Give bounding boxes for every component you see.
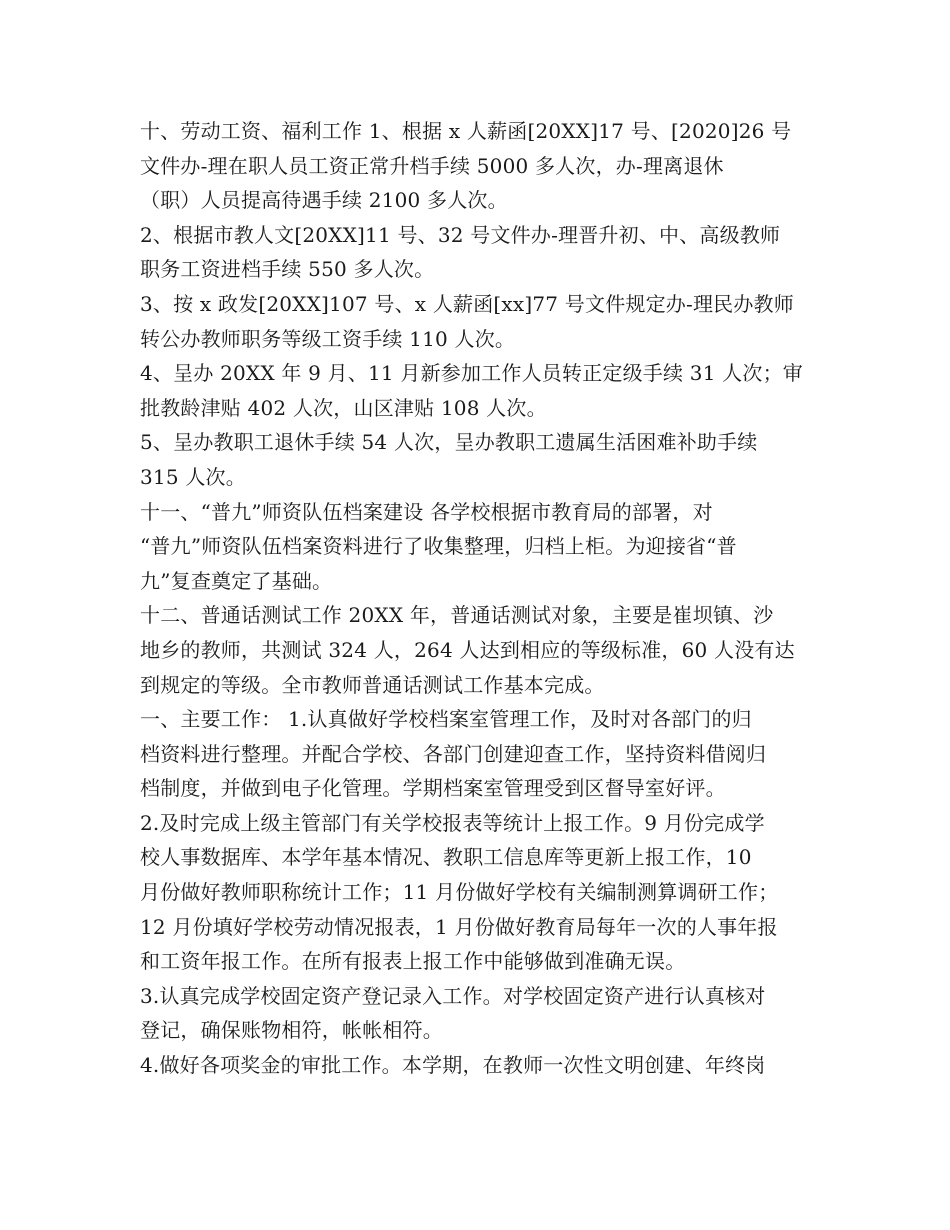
text-line: 十、劳动工资、福利工作 1、根据 x 人薪函[20XX]17 号、[2020]26 号 <box>140 119 792 143</box>
text-line: 3、按 x 政发[20XX]107 号、x 人薪函[xx]77 号文件规定办-理民办教师 <box>140 291 794 316</box>
text-line: 十一、“普九”师资队伍档案建设 各学校根据市教育局的部署，对 <box>140 499 713 524</box>
text-line: 地乡的教师，共测试 324 人，264 人达到相应的等级标准，60 人没有达 <box>140 637 795 662</box>
text-line: 十二、普通话测试工作 20XX 年，普通话测试对象，主要是崔坝镇、沙 <box>140 603 774 628</box>
text-line: 档资料进行整理。并配合学校、各部门创建迎查工作，坚持资料借阅归 <box>140 741 767 766</box>
text-line: 档制度，并做到电子化管理。学期档案室管理受到区督导室好评。 <box>140 776 726 801</box>
text-line: 4、呈办 20XX 年 9 月、11 月新参加工作人员转正定级手续 31 人次；审 <box>140 361 803 386</box>
text-line: 批教龄津贴 402 人次，山区津贴 108 人次。 <box>140 395 547 420</box>
text-line: 九”复查奠定了基础。 <box>140 568 333 593</box>
text-line: 5、呈办教职工退休手续 54 人次，呈办教职工遗属生活困难补助手续 <box>140 430 758 455</box>
text-line: 4.做好各项奖金的审批工作。本学期，在教师一次性文明创建、年终岗 <box>140 1053 766 1078</box>
text-line: （职）人员提高待遇手续 2100 多人次。 <box>140 188 508 213</box>
text-line: 2、根据市教人文[20XX]11 号、32 号文件办-理晋升初、中、高级教师 <box>140 222 781 247</box>
text-line: 月份做好教师职称统计工作；11 月份做好学校有关编制测算调研工作； <box>140 880 779 905</box>
text-line: 校人事数据库、本学年基本情况、教职工信息库等更新上报工作，10 <box>140 845 752 870</box>
text-line: 和工资年报工作。在所有报表上报工作中能够做到准确无误。 <box>140 949 686 974</box>
text-line: 12 月份填好学校劳动情况报表，1 月份做好教育局每年一次的人事年报 <box>140 914 778 939</box>
text-line: 转公办教师职务等级工资手续 110 人次。 <box>140 326 516 351</box>
text-line: 文件办-理在职人员工资正常升档手续 5000 多人次，办-理离退休 <box>140 153 724 178</box>
text-line: 2.及时完成上级主管部门有关学校报表等统计上报工作。9 月份完成学 <box>140 810 765 835</box>
text-line: 一、主要工作： 1.认真做好学校档案室管理工作，及时对各部门的归 <box>140 707 752 732</box>
text-line: “普九”师资队伍档案资料进行了收集整理，归档上柜。为迎接省“普 <box>140 534 737 559</box>
text-line: 到规定的等级。全市教师普通话测试工作基本完成。 <box>140 672 605 697</box>
text-line: 315 人次。 <box>140 464 246 489</box>
text-line: 登记，确保账物相符，帐帐相符。 <box>140 1018 443 1043</box>
text-line: 3.认真完成学校固定资产登记录入工作。对学校固定资产进行认真核对 <box>140 983 766 1008</box>
text-line: 职务工资进档手续 550 多人次。 <box>140 257 435 282</box>
document-body <box>140 114 815 1083</box>
